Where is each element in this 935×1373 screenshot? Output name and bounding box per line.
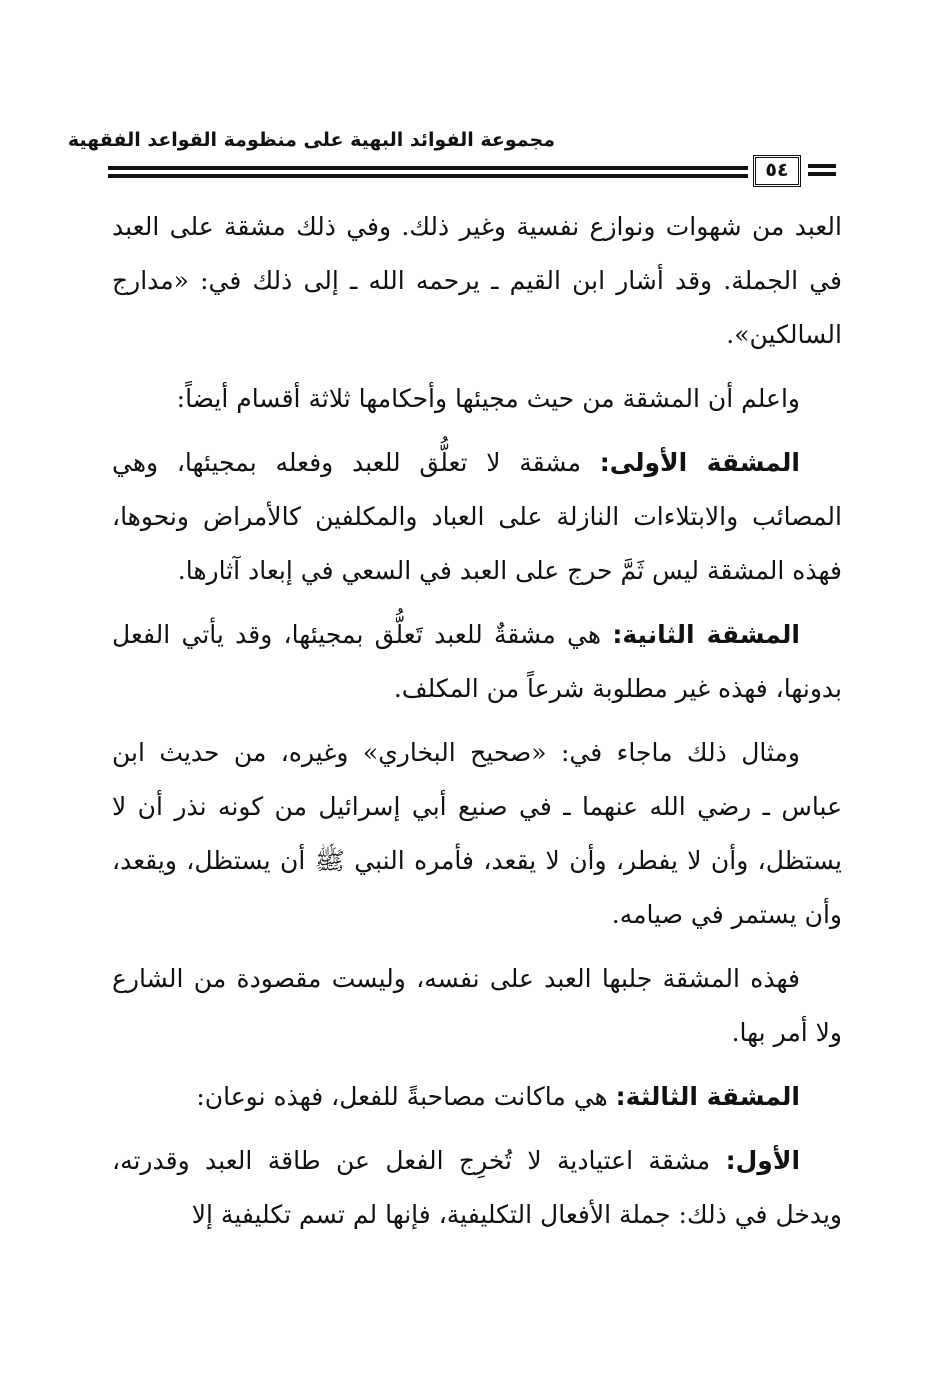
paragraph — [112, 436, 842, 598]
body-text — [112, 200, 842, 1252]
paragraph — [112, 726, 842, 942]
paragraph — [112, 1134, 842, 1242]
running-title: مجموعة الفوائد البهية على منظومة القواعد الفقهية — [67, 129, 555, 151]
paragraph — [112, 608, 842, 716]
ornament-bar — [808, 164, 836, 168]
header-rule-bottom — [108, 174, 748, 178]
paragraph-label: المشقة الثانية: — [612, 620, 800, 649]
header-rule-top — [108, 166, 748, 170]
paragraph — [112, 1070, 842, 1124]
page-number: ٥٤ — [753, 155, 801, 187]
ornament-bar — [808, 172, 836, 176]
paragraph-text: هي ماكانت مصاحبةً للفعل، فهذه نوعان: — [196, 1082, 608, 1111]
paragraph-label: المشقة الثالثة: — [615, 1082, 800, 1111]
paragraph-text: فهذه المشقة جلبها العبد على نفسه، وليست مقصودة من الشارع ولا أمر بها. — [112, 964, 842, 1047]
paragraph-text: واعلم أن المشقة من حيث مجيئها وأحكامها ثلاثة أقسام أيضاً: — [176, 384, 800, 413]
paragraph-text: مشقة اعتيادية لا تُخرِج الفعل عن طاقة العبد وقدرته، ويدخل في ذلك: جملة الأفعال التكليفية، فإنها لم تسم تكليفية إلا — [112, 1146, 842, 1229]
paragraph — [112, 372, 842, 426]
paragraph-label: المشقة الأولى: — [599, 448, 801, 477]
paragraph-label: الأول: — [725, 1146, 801, 1175]
paragraph-text: العبد من شهوات ونوازع نفسية وغير ذلك. وفي ذلك مشقة على العبد في الجملة. وقد أشار ابن القيم ـ يرحمه الله ـ إلى ذلك في: «مدارج السالكين». — [112, 212, 842, 349]
page-number-ornament — [808, 164, 836, 180]
paragraph-text: مشقة لا تعلُّق للعبد وفعله بمجيئها، وهي المصائب والابتلاءات النازلة على العباد والمكلفين كالأمراض ونحوها، فهذه المشقة ليس ثَمَّ حرج على العبد في السعي في إبعاد آثارها. — [112, 448, 842, 585]
paragraph — [112, 200, 842, 362]
paragraph-text: هي مشقةٌ للعبد تَعلُّق بمجيئها، وقد يأتي الفعل بدونها، فهذه غير مطلوبة شرعاً من المكلف. — [112, 620, 842, 703]
paragraph-text: ومثال ذلك ماجاء في: «صحيح البخاري» وغيره، من حديث ابن عباس ـ رضي الله عنهما ـ في صنيع أبي إسرائيل من كونه نذر أن لا يستظل، وأن لا يفطر، وأن لا يقعد، فأمره النبي ﷺ أن يستظل، ويقعد، وأن يستمر في صيامه. — [112, 738, 842, 929]
paragraph — [112, 952, 842, 1060]
